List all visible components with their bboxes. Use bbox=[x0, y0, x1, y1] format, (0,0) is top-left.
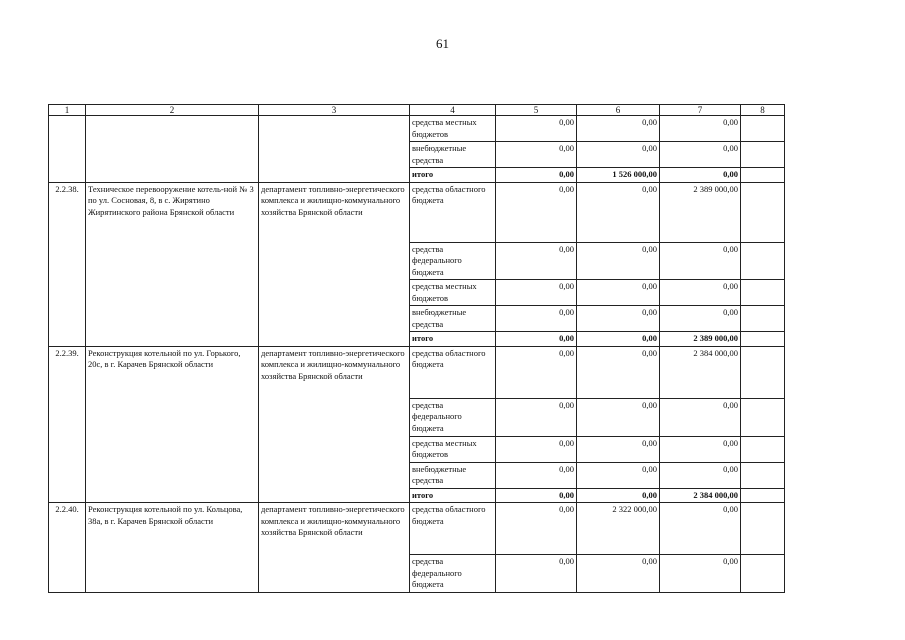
col8-cell bbox=[741, 116, 785, 142]
item-name: Техническое перевооружение котель-ной № 3 по ул. Сосновая, 8, в с. Жирятино Жирятинского района Брянской области bbox=[86, 182, 259, 346]
item-name: Реконструкция котельной по ул. Кольцова, 38а, в г. Карачев Брянской области bbox=[86, 503, 259, 593]
header-col-1: 1 bbox=[49, 105, 86, 116]
header-col-3: 3 bbox=[259, 105, 410, 116]
source-cell: средства местных бюджетов bbox=[410, 280, 496, 306]
col6-value: 0,00 bbox=[577, 555, 660, 593]
col5-value: 0,00 bbox=[496, 116, 577, 142]
source-cell: средства областного бюджета bbox=[410, 182, 496, 242]
col6-value: 0,00 bbox=[577, 462, 660, 488]
col6-value: 0,00 bbox=[577, 332, 660, 347]
col6-value: 0,00 bbox=[577, 142, 660, 168]
header-col-7: 7 bbox=[660, 105, 741, 116]
col7-value: 0,00 bbox=[660, 436, 741, 462]
table-row bbox=[49, 346, 785, 398]
col7-value: 2 384 000,00 bbox=[660, 488, 741, 503]
col8-cell bbox=[741, 503, 785, 555]
col8-cell bbox=[741, 142, 785, 168]
source-cell: средства федерального бюджета bbox=[410, 398, 496, 436]
source-cell: итого bbox=[410, 168, 496, 183]
source-cell: итого bbox=[410, 332, 496, 347]
col8-cell bbox=[741, 242, 785, 280]
col7-value: 0,00 bbox=[660, 242, 741, 280]
item-number: 2.2.40. bbox=[49, 503, 86, 593]
col7-value: 0,00 bbox=[660, 503, 741, 555]
col8-cell bbox=[741, 306, 785, 332]
source-cell: средства областного бюджета bbox=[410, 503, 496, 555]
col5-value: 0,00 bbox=[496, 436, 577, 462]
col7-value: 2 389 000,00 bbox=[660, 332, 741, 347]
col7-value: 0,00 bbox=[660, 280, 741, 306]
header-col-4: 4 bbox=[410, 105, 496, 116]
item-name-cell bbox=[86, 116, 259, 183]
col6-value: 0,00 bbox=[577, 182, 660, 242]
table-row bbox=[49, 503, 785, 555]
table-row bbox=[49, 116, 785, 142]
page-number: 61 bbox=[436, 36, 449, 51]
col6-value: 0,00 bbox=[577, 398, 660, 436]
col7-value: 0,00 bbox=[660, 555, 741, 593]
col8-cell bbox=[741, 332, 785, 347]
col5-value: 0,00 bbox=[496, 142, 577, 168]
col5-value: 0,00 bbox=[496, 398, 577, 436]
col8-cell bbox=[741, 168, 785, 183]
col8-cell bbox=[741, 182, 785, 242]
col5-value: 0,00 bbox=[496, 462, 577, 488]
source-cell: средства местных бюджетов bbox=[410, 436, 496, 462]
col8-cell bbox=[741, 488, 785, 503]
col7-value: 2 384 000,00 bbox=[660, 346, 741, 398]
col8-cell bbox=[741, 346, 785, 398]
col5-value: 0,00 bbox=[496, 306, 577, 332]
col6-value: 2 322 000,00 bbox=[577, 503, 660, 555]
item-executor: департамент топливно-энергетического комплекса и жилищно-коммунального хозяйства Брянской области bbox=[259, 503, 410, 593]
col8-cell bbox=[741, 462, 785, 488]
source-cell: средства местных бюджетов bbox=[410, 116, 496, 142]
header-col-8: 8 bbox=[741, 105, 785, 116]
col6-value: 0,00 bbox=[577, 346, 660, 398]
col6-value: 1 526 000,00 bbox=[577, 168, 660, 183]
col5-value: 0,00 bbox=[496, 555, 577, 593]
col5-value: 0,00 bbox=[496, 332, 577, 347]
col8-cell bbox=[741, 280, 785, 306]
col5-value: 0,00 bbox=[496, 242, 577, 280]
col5-value: 0,00 bbox=[496, 503, 577, 555]
source-cell: внебюджетные средства bbox=[410, 142, 496, 168]
col7-value: 0,00 bbox=[660, 168, 741, 183]
col6-value: 0,00 bbox=[577, 306, 660, 332]
item-number: 2.2.38. bbox=[49, 182, 86, 346]
col7-value: 0,00 bbox=[660, 116, 741, 142]
col5-value: 0,00 bbox=[496, 182, 577, 242]
header-col-6: 6 bbox=[577, 105, 660, 116]
col8-cell bbox=[741, 555, 785, 593]
col7-value: 0,00 bbox=[660, 306, 741, 332]
col5-value: 0,00 bbox=[496, 168, 577, 183]
executor-cell bbox=[259, 116, 410, 183]
col8-cell bbox=[741, 436, 785, 462]
col8-cell bbox=[741, 398, 785, 436]
header-col-5: 5 bbox=[496, 105, 577, 116]
source-cell: средства областного бюджета bbox=[410, 346, 496, 398]
col6-value: 0,00 bbox=[577, 116, 660, 142]
source-cell: внебюджетные средства bbox=[410, 462, 496, 488]
col7-value: 0,00 bbox=[660, 462, 741, 488]
source-cell: средства федерального бюджета bbox=[410, 242, 496, 280]
source-cell: внебюджетные средства bbox=[410, 306, 496, 332]
col7-value: 0,00 bbox=[660, 142, 741, 168]
header-row bbox=[49, 105, 785, 116]
col5-value: 0,00 bbox=[496, 346, 577, 398]
table-row bbox=[49, 182, 785, 242]
header-col-2: 2 bbox=[86, 105, 259, 116]
item-number: 2.2.39. bbox=[49, 346, 86, 503]
col6-value: 0,00 bbox=[577, 280, 660, 306]
source-cell: средства федерального бюджета bbox=[410, 555, 496, 593]
col5-value: 0,00 bbox=[496, 280, 577, 306]
col6-value: 0,00 bbox=[577, 436, 660, 462]
col7-value: 0,00 bbox=[660, 398, 741, 436]
item-executor: департамент топливно-энергетического комплекса и жилищно-коммунального хозяйства Брянской области bbox=[259, 182, 410, 346]
item-executor: департамент топливно-энергетического комплекса и жилищно-коммунального хозяйства Брянской области bbox=[259, 346, 410, 503]
item-name: Реконструкция котельной по ул. Горького, 20с, в г. Карачев Брянской области bbox=[86, 346, 259, 503]
col5-value: 0,00 bbox=[496, 488, 577, 503]
item-number-cell bbox=[49, 116, 86, 183]
col6-value: 0,00 bbox=[577, 242, 660, 280]
source-cell: итого bbox=[410, 488, 496, 503]
col7-value: 2 389 000,00 bbox=[660, 182, 741, 242]
col6-value: 0,00 bbox=[577, 488, 660, 503]
budget-table bbox=[48, 104, 785, 593]
